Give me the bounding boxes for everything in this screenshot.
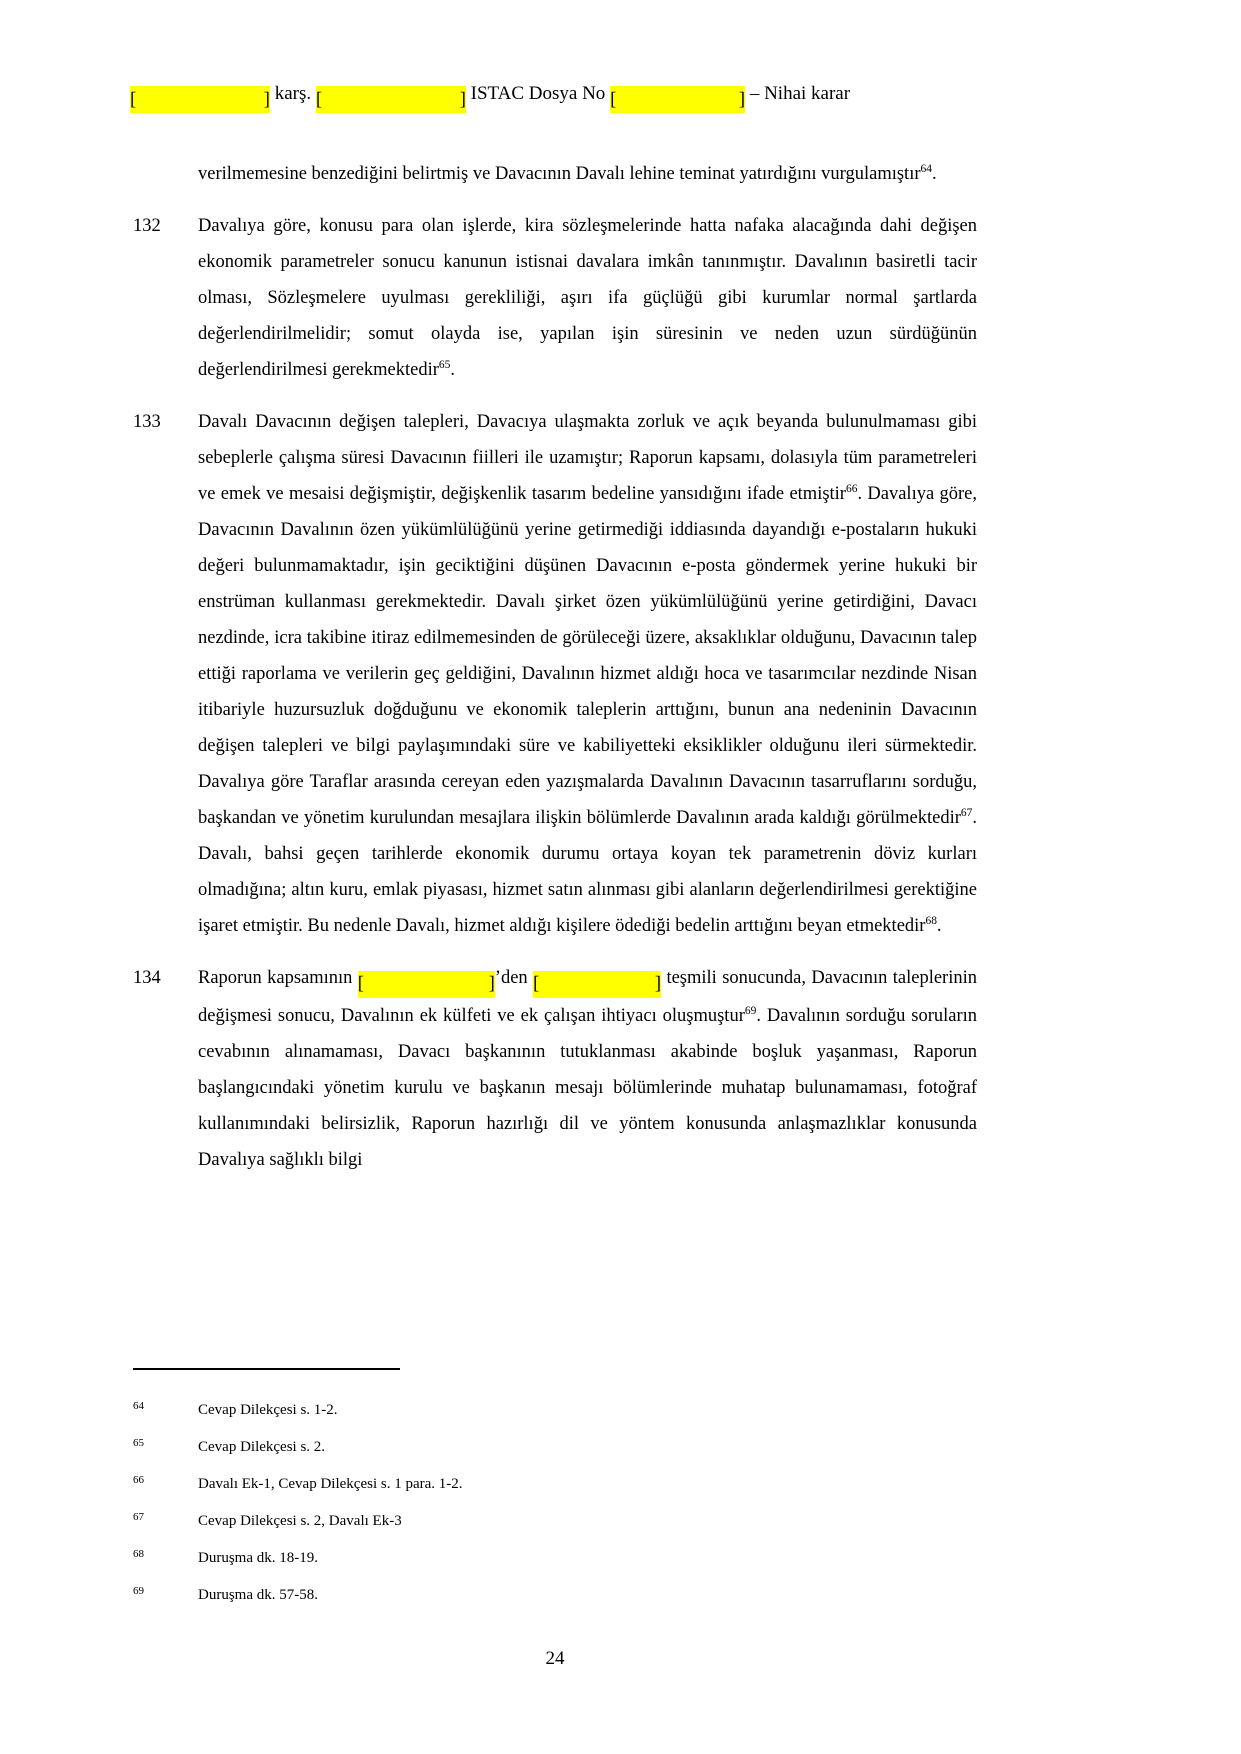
footnote-number: 66 bbox=[133, 1474, 144, 1486]
footnote-text: Duruşma dk. 57-58. bbox=[198, 1587, 318, 1603]
paragraph-number: 134 bbox=[133, 968, 161, 988]
footnote bbox=[133, 1400, 977, 1420]
footnote-text: Davalı Ek-1, Cevap Dilekçesi s. 1 para. 1-2. bbox=[198, 1476, 463, 1492]
redaction-box: [ ] bbox=[610, 86, 745, 113]
footnote-text: Cevap Dilekçesi s. 2, Davalı Ek-3 bbox=[198, 1513, 402, 1529]
footnote bbox=[133, 1548, 977, 1568]
paragraph-text: Davalı Davacının değişen talepleri, Davacıya ulaşmakta zorluk ve açık beyanda bulunulmaması gibi sebeplerle çalışma süresi Davacının fiilleri ile uzamıştır; Raporun kapsamı, dolasıyla tüm parametreleri ve emek ve mesaisi değişmiştir, değişkenlik tasarım bedeline yansıdığını ifade etmiştir$^{66}$. Davalıya göre, Davacının Davalının özen yükümlülüğünü yerine getirmediği iddiasında dayandığı e-postaların hukuki değeri bulunmamaktadır, işin geciktiğini düşünen Davacının e-posta göndermek yerine hukuki bir enstrüman kullanması gerekmektedir. Davalı şirket özen yükümlülüğünü yerine getirdiğini, Davacı nezdinde, icra takibine itiraz edilmemesinden de görüleceği üzere, aksaklıklar olduğunu, Davacının talep ettiği raporlama ve verilerin geç geldiğini, Davalının hizmet aldığı hoca ve tasarımcılar nezdinde Nisan itibariyle huzursuzluk doğduğunu ve ekonomik taleplerin arttığını, bunun ana nedeninin Davacının değişen talepleri ve bilgi paylaşımındaki süre ve kabiliyetteki eksiklikler olduğunu ileri sürmektedir. Davalıya göre Taraflar arasında cereyan eden yazışmalarda Davalının Davacının tasarruflarını sorduğu, başkandan ve yönetim kurulundan mesajlara ilişkin bölümlerde Davalının arada kaldığı görülmektedir$^{67}$. Davalı, bahsi geçen tarihlerde ekonomik durumu ortaya koyan tek parametrenin döviz kurları olmadığına; altın kuru, emlak piyasası, hizmet satın alınması gibi alanların değerlendirilmesi gerektiğine işaret etmiştir. Bu nedenle Davalı, hizmet aldığı kişilere ödediği bedelin arttığını beyan etmektedir$^{68}$. bbox=[198, 412, 978, 936]
paragraph-number: 133 bbox=[133, 412, 161, 432]
paragraph-text: verilmemesine benzediğini belirtmiş ve Davacının Davalı lehine teminat yatırdığını vurgulamıştır$^{64}$. bbox=[198, 162, 937, 184]
footnote-reference: 67 bbox=[960, 806, 973, 819]
footnote bbox=[133, 1585, 977, 1605]
paragraph-text: Raporun kapsamının [ ] ’den [ ] teşmili sonucunda, Davacının taleplerinin değişmesi sonucu, Davalının ek külfeti ve ek çalışan ihtiyacı oluşmuştur$^{69}$. Davalının sorduğu soruların cevabının alınamaması, Davacı başkanının tutuklanması akabinde boşluk yaşanması, Raporun başlangıcındaki yönetim kurulu ve başkanın mesajı bölümlerinde muhatap bulunamaması, fotoğraf kullanımındaki belirsizlik, Raporun hazırlığı dil ve yöntem konusunda anlaşmazlıklar konusunda Davalıya sağlıklı bilgi bbox=[198, 968, 978, 1170]
footnote-reference: 69 bbox=[744, 1004, 757, 1017]
paragraph-132 bbox=[133, 208, 977, 388]
footnote bbox=[133, 1437, 977, 1457]
footnote-reference: 66 bbox=[845, 482, 858, 495]
footnote-reference: 64 bbox=[920, 162, 932, 175]
footnote-number: 68 bbox=[133, 1548, 144, 1560]
document-body bbox=[133, 156, 977, 1194]
redaction-box: [ ] bbox=[316, 86, 466, 113]
footnote bbox=[133, 1511, 977, 1531]
footnote-number: 64 bbox=[133, 1400, 144, 1412]
footnote-number: 67 bbox=[133, 1511, 144, 1523]
footnote-reference: 65 bbox=[438, 358, 451, 371]
footnote-text: Duruşma dk. 18-19. bbox=[198, 1550, 318, 1566]
footnote-number: 69 bbox=[133, 1585, 144, 1597]
paragraph-131-continuation bbox=[133, 156, 977, 192]
footnote-reference: 68 bbox=[925, 914, 937, 927]
footnote-text: Cevap Dilekçesi s. 2. bbox=[198, 1439, 326, 1455]
footnote-text: Cevap Dilekçesi s. 1-2. bbox=[198, 1402, 338, 1418]
paragraph-number bbox=[133, 156, 198, 192]
paragraph-number: 132 bbox=[133, 216, 161, 236]
page-header: [ ] karş. [ ] ISTAC Dosya No [ ] – Nihai karar bbox=[130, 80, 850, 113]
footnote-number: 65 bbox=[133, 1437, 144, 1449]
page-number: 24 bbox=[545, 1648, 565, 1669]
footnote bbox=[133, 1474, 977, 1494]
paragraph-text: Davalıya göre, konusu para olan işlerde, kira sözleşmelerinde hatta nafaka alacağında dahi değişen ekonomik parametreler sonucu kanunun istisnai davalara imkân tanınmıştır. Davalının basiretli tacir olması, Sözleşmelere uyulması gerekliliği, aşırı ifa güçlüğü gibi kurumlar normal şartlarda değerlendirilmelidir; somut olayda ise, yapılan işin süresinin ve neden uzun sürdüğünün değerlendirilmesi gerekmektedir$^{65}$. bbox=[198, 216, 977, 380]
paragraph-133 bbox=[133, 404, 977, 944]
redaction-box: [ ] bbox=[358, 971, 495, 998]
footnote-separator bbox=[133, 1368, 400, 1370]
redaction-box: [ ] bbox=[130, 86, 270, 113]
footnotes-section bbox=[133, 1400, 977, 1622]
paragraph-134 bbox=[133, 960, 977, 1178]
redaction-box: [ ] bbox=[533, 971, 661, 998]
